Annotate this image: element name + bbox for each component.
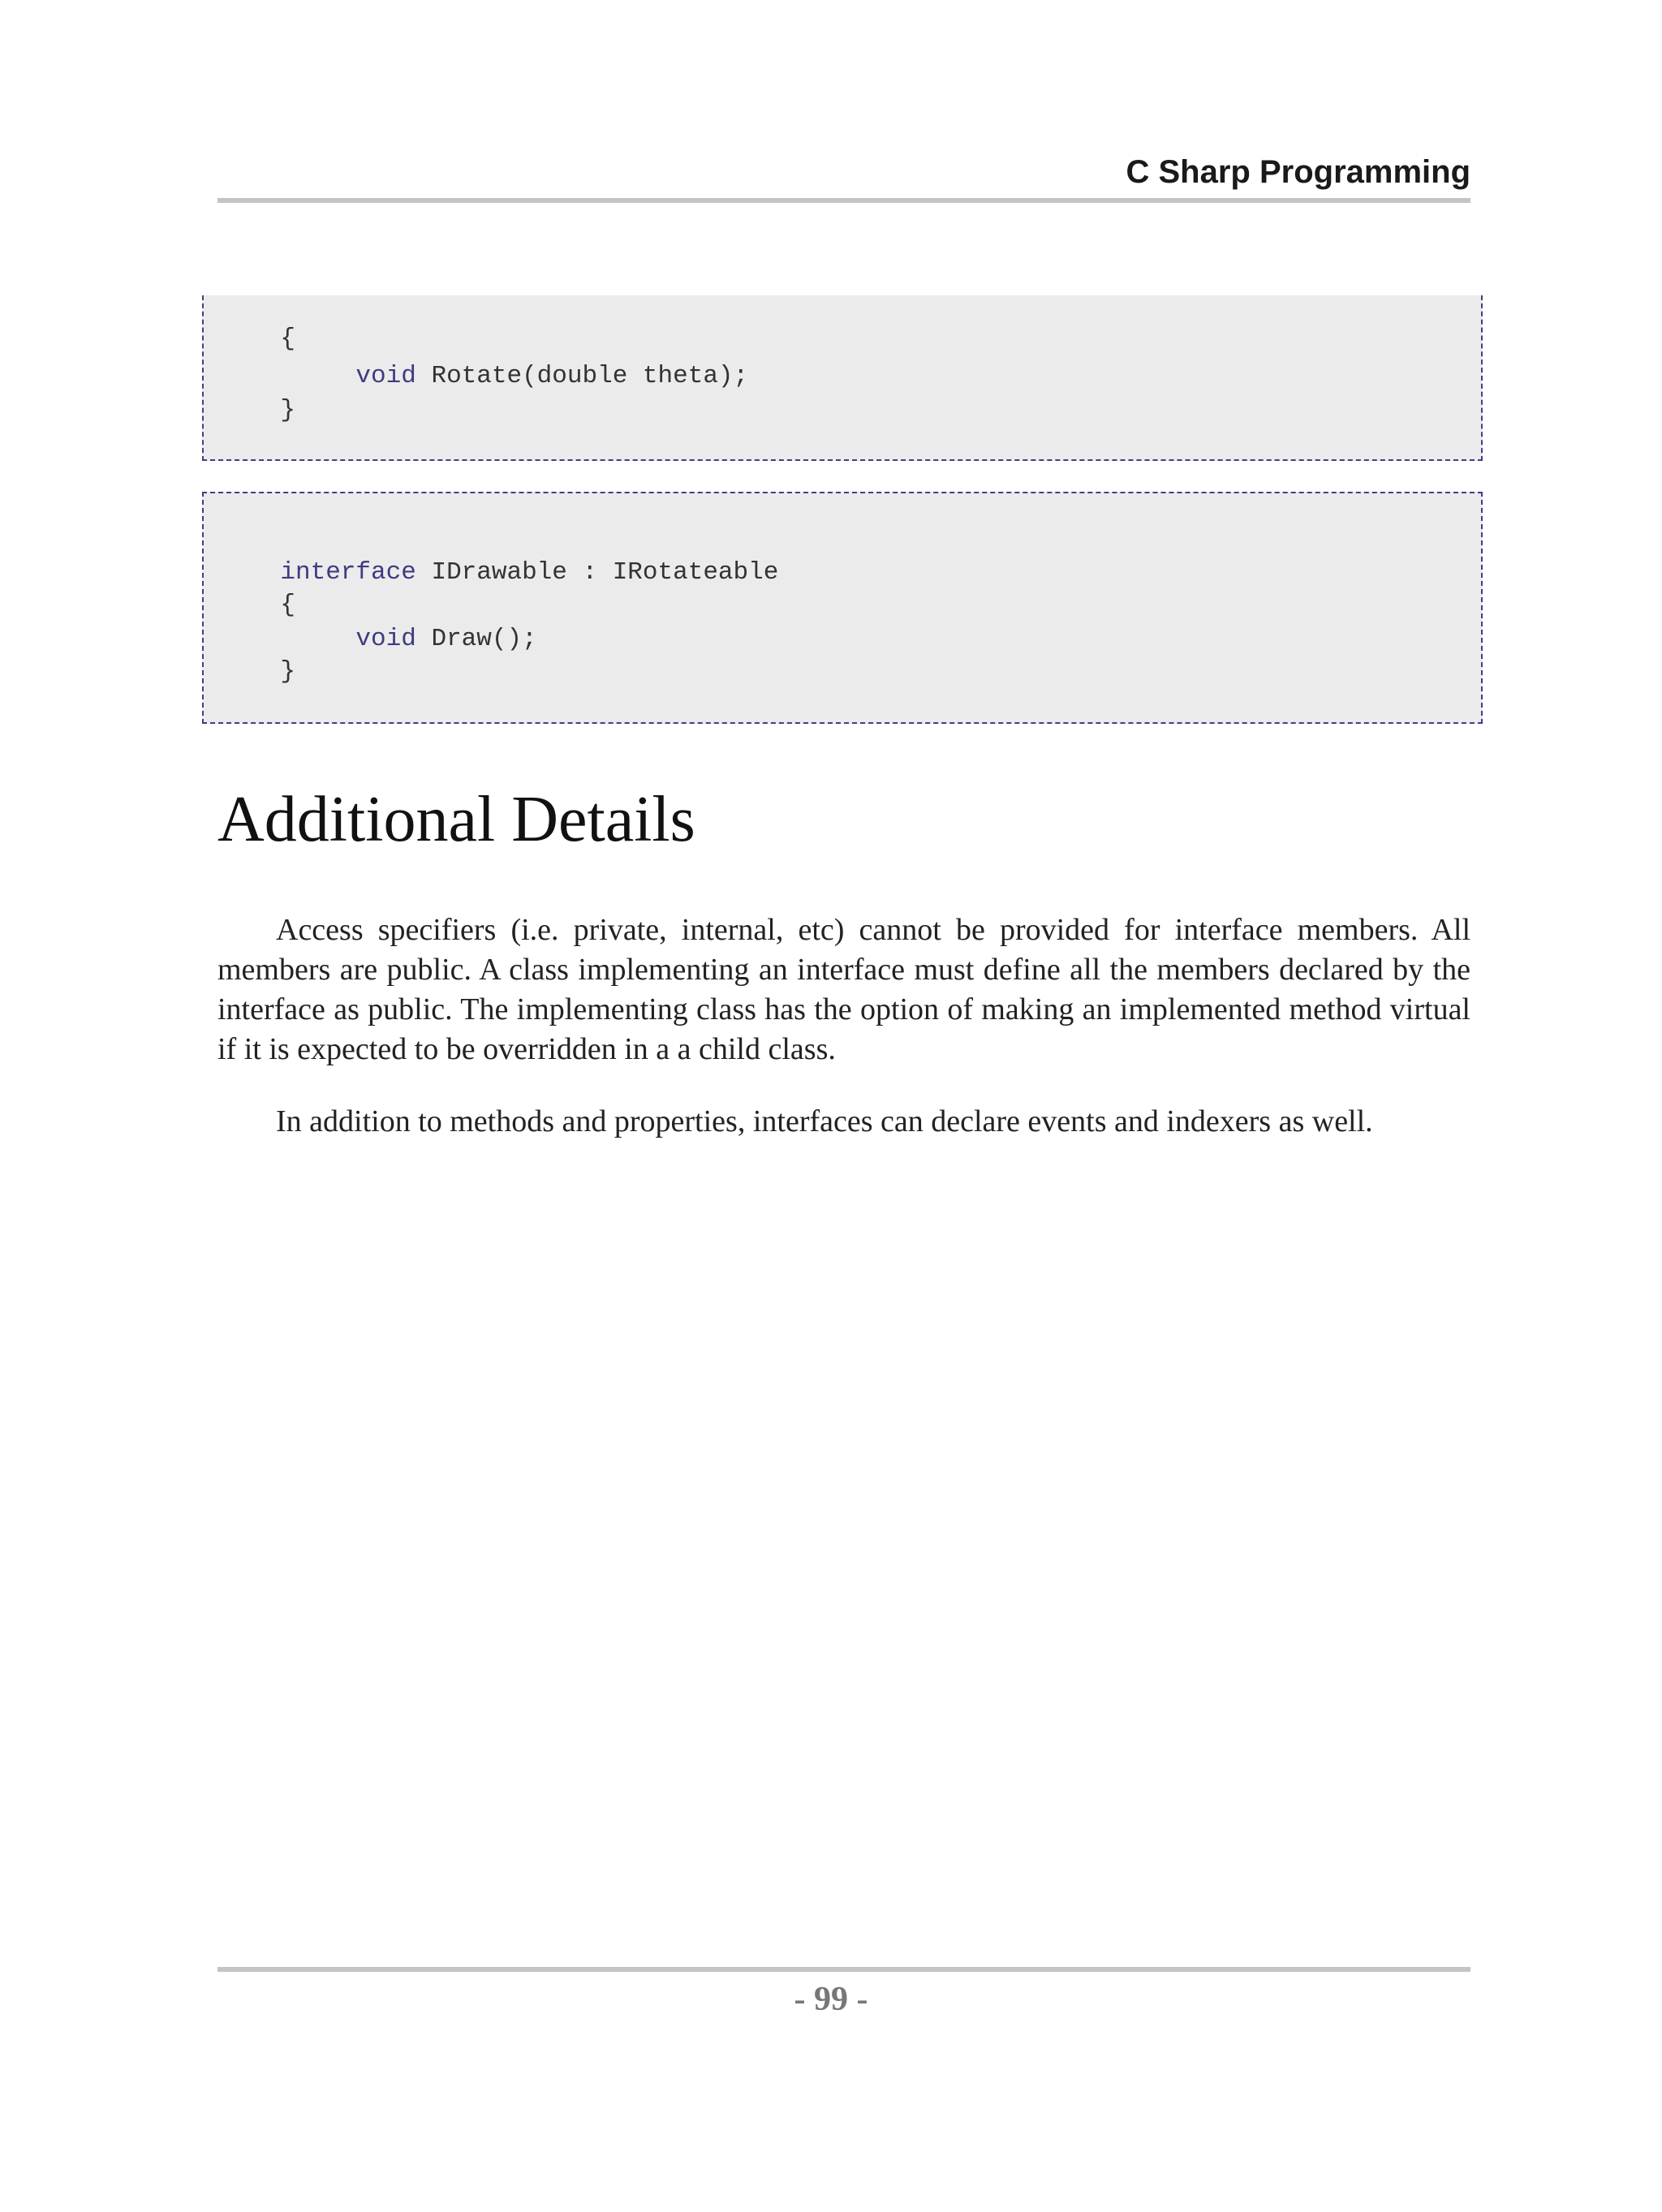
footer-rule — [217, 1967, 1470, 1972]
code-keyword: interface — [280, 558, 416, 587]
code-keyword: void — [280, 625, 416, 653]
body-paragraph-events-indexers: In addition to methods and properties, interfaces can declare events and indexers as well. — [276, 1104, 1373, 1138]
section-heading: Additional Details — [217, 784, 695, 855]
code-line — [220, 328, 748, 425]
page-number: - 99 - — [794, 1981, 868, 2018]
code-text: IDrawable : IRotateable — [416, 558, 779, 587]
code-keyword: void — [280, 362, 416, 390]
code-block-rotateable-continued — [202, 295, 1483, 461]
body-paragraph-access-specifiers: Access specifiers (i.e. private, internal, etc) cannot be provided for interface members. All members are public. A class implementing an interface must define all the members declared by the interface as public. The implementing class has the option of making an implemented method virtual if it is expected to be overridden in a a child class. — [217, 913, 1470, 1066]
code-text: { — [280, 325, 296, 353]
running-title: C Sharp Programming — [1126, 154, 1470, 190]
code-text: } — [280, 396, 296, 424]
code-text: { — [280, 591, 296, 619]
code-line — [220, 623, 295, 721]
code-text: } — [280, 657, 296, 686]
code-line — [220, 362, 295, 459]
code-block-idrawable — [202, 492, 1483, 724]
code-text: Draw(); — [416, 625, 537, 653]
running-header — [217, 149, 1470, 203]
code-text: Rotate(double theta); — [416, 362, 749, 390]
